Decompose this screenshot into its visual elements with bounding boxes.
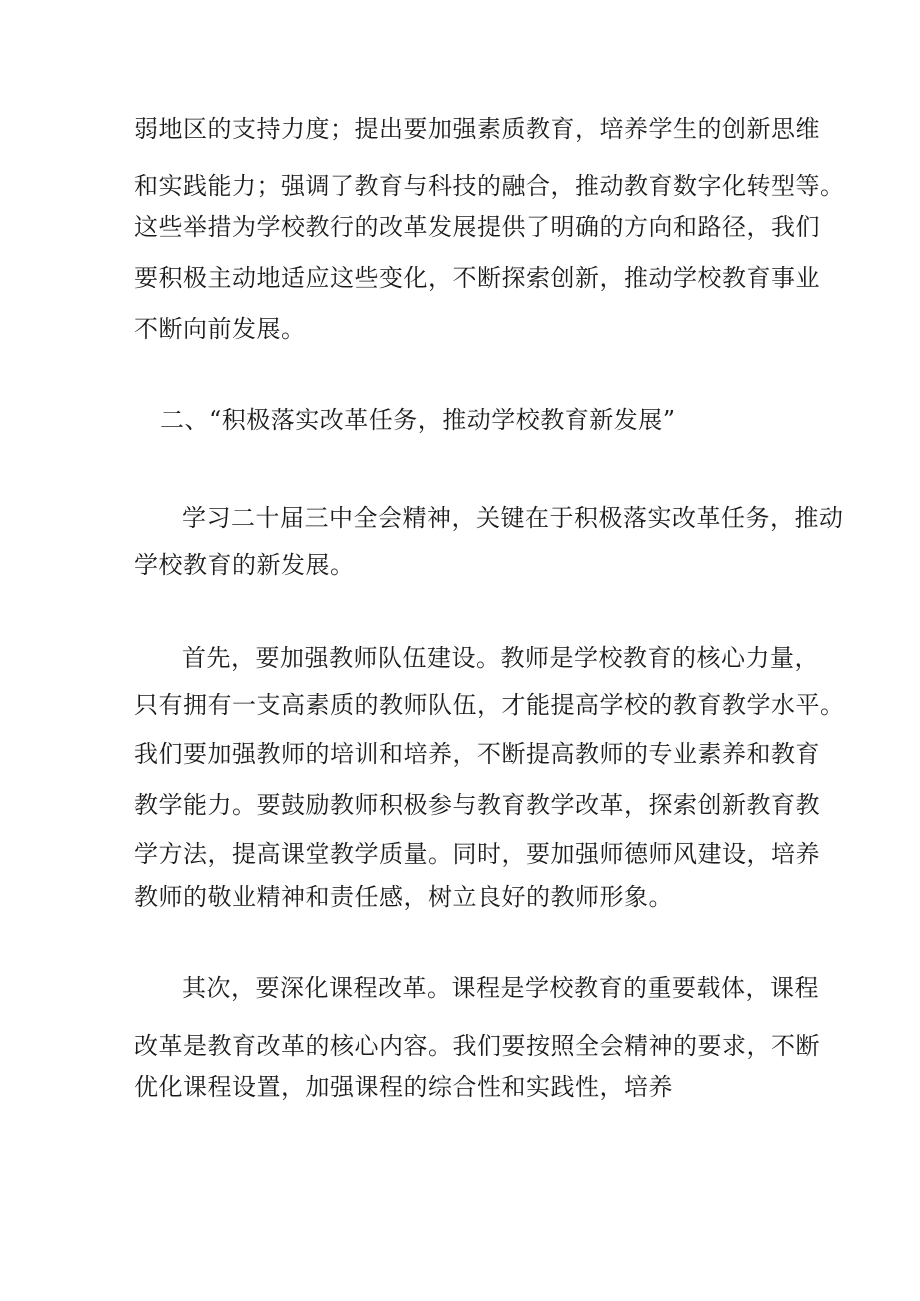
text-line: 这些举措为学校教行的改革发展提供了明确的方向和路径，我们 bbox=[134, 213, 820, 241]
text-line: 教学能力。要鼓励教师积极参与教育教学改革，探索创新教育教 bbox=[134, 791, 820, 819]
text-line: 学方法，提高课堂教学质量。同时，要加强师德师风建设，培养 bbox=[134, 840, 820, 868]
text-line: 不断向前发展。 bbox=[134, 315, 306, 343]
text-line: 要积极主动地适应这些变化，不断探索创新，推动学校教育事业 bbox=[134, 264, 820, 292]
text-line: 教师的敬业精神和责任感，树立良好的教师形象。 bbox=[134, 883, 673, 911]
text-line: 和实践能力；强调了教育与科技的融合，推动教育数字化转型等。 bbox=[134, 172, 845, 200]
text-line: 只有拥有一支高素质的教师队伍，才能提高学校的教育教学水平。 bbox=[134, 691, 845, 719]
text-line: 改革是教育改革的核心内容。我们要按照全会精神的要求，不断 bbox=[134, 1032, 820, 1060]
text-line: 其次，要深化课程改革。课程是学校教育的重要载体，课程 bbox=[182, 974, 819, 1002]
text-line: 学校教育的新发展。 bbox=[134, 551, 355, 579]
text-line: 我们要加强教师的培训和培养，不断提高教师的专业素养和教育 bbox=[134, 740, 820, 768]
text-line: 首先，要加强教师队伍建设。教师是学校教育的核心力量， bbox=[182, 644, 819, 672]
text-line: 学习二十届三中全会精神，关键在于积极落实改革任务，推动 bbox=[182, 504, 844, 532]
text-line: 优化课程设置，加强课程的综合性和实践性，培养 bbox=[134, 1073, 673, 1101]
text-line: 弱地区的支持力度；提出要加强素质教育，培养学生的创新思维 bbox=[134, 115, 820, 143]
heading-line: 二、“积极落实改革任务，推动学校教育新发展” bbox=[160, 406, 676, 434]
